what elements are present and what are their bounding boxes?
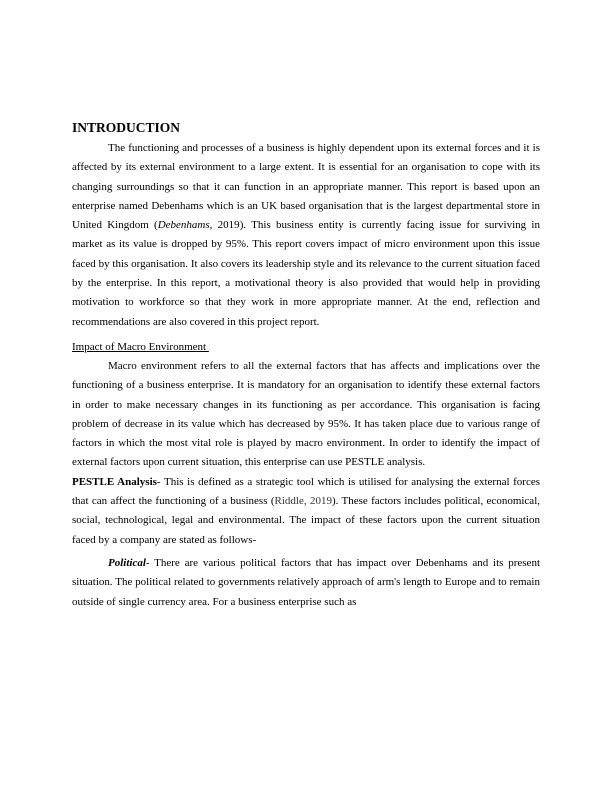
introduction-paragraph: [72, 139, 540, 332]
pestle-label: PESTLE Analysis: [72, 475, 157, 488]
pestle-citation: Riddle, 2019: [274, 495, 332, 508]
political-text: - There are various political factors that has impact over Debenhams and its present situation. The political related to governments relatively approach of arm's length to Europe and to remain outside of single currency area. For a business enterprise such as: [72, 556, 540, 608]
intro-text-end: ). This business entity is currently facing issue for surviving in market as its value is dropped by 95%. This report covers impact of micro environment upon this issue faced by this organisation. It also covers its leadership style and its relevance to the current situation faced by the enterprise. In this report, a motivational theory is also provided that would help in providing motivation to workforce so that they work in more appropriate manner. At the end, reflection and recommendations are also covered in this project report.: [72, 219, 540, 328]
intro-citation-year: 2019: [212, 219, 240, 232]
document-body: [72, 117, 540, 612]
macro-environment-heading: Impact of Macro Environment: [72, 340, 209, 353]
pestle-paragraph: [72, 473, 540, 550]
political-label: Political: [108, 556, 146, 569]
intro-citation-name: Debenhams,: [157, 219, 213, 232]
pestle-text-b: ). These factors includes political, economical, social, technological, legal and environmental. The impact of these factors upon the current situation faced by a company are stated as follows-: [72, 495, 540, 546]
intro-text-start: The functioning and processes of a business is highly dependent upon its external forces and it is affected by its external environment to a large extent. It is essential for an organisation to cope with its changing surroundings so that it can function in an appropriate manner. This report is based upon an enterprise named Debenhams which is an UK based organisation that is the largest departmental store in United Kingdom (: [72, 142, 540, 232]
pestle-text-a: - This is defined as a strategic tool which is utilised for analysing the external forces that can affect the functioning of a business (: [72, 475, 540, 508]
political-paragraph: [72, 554, 540, 612]
macro-environment-paragraph: Macro environment refers to all the external factors that has affects and implications over the functioning of a business enterprise. It is mandatory for an organisation to identify these external factors in order to make necessary changes in its functioning as per accordance. This organisation is facing problem of decrease in its value which has decreased by 95%. It has taken place due to various range of factors in which the most vital role is played by macro environment. In order to identify the impact of external factors upon current situation, this enterprise can use PESTLE analysis.: [72, 359, 540, 469]
introduction-heading: INTRODUCTION: [72, 120, 181, 135]
